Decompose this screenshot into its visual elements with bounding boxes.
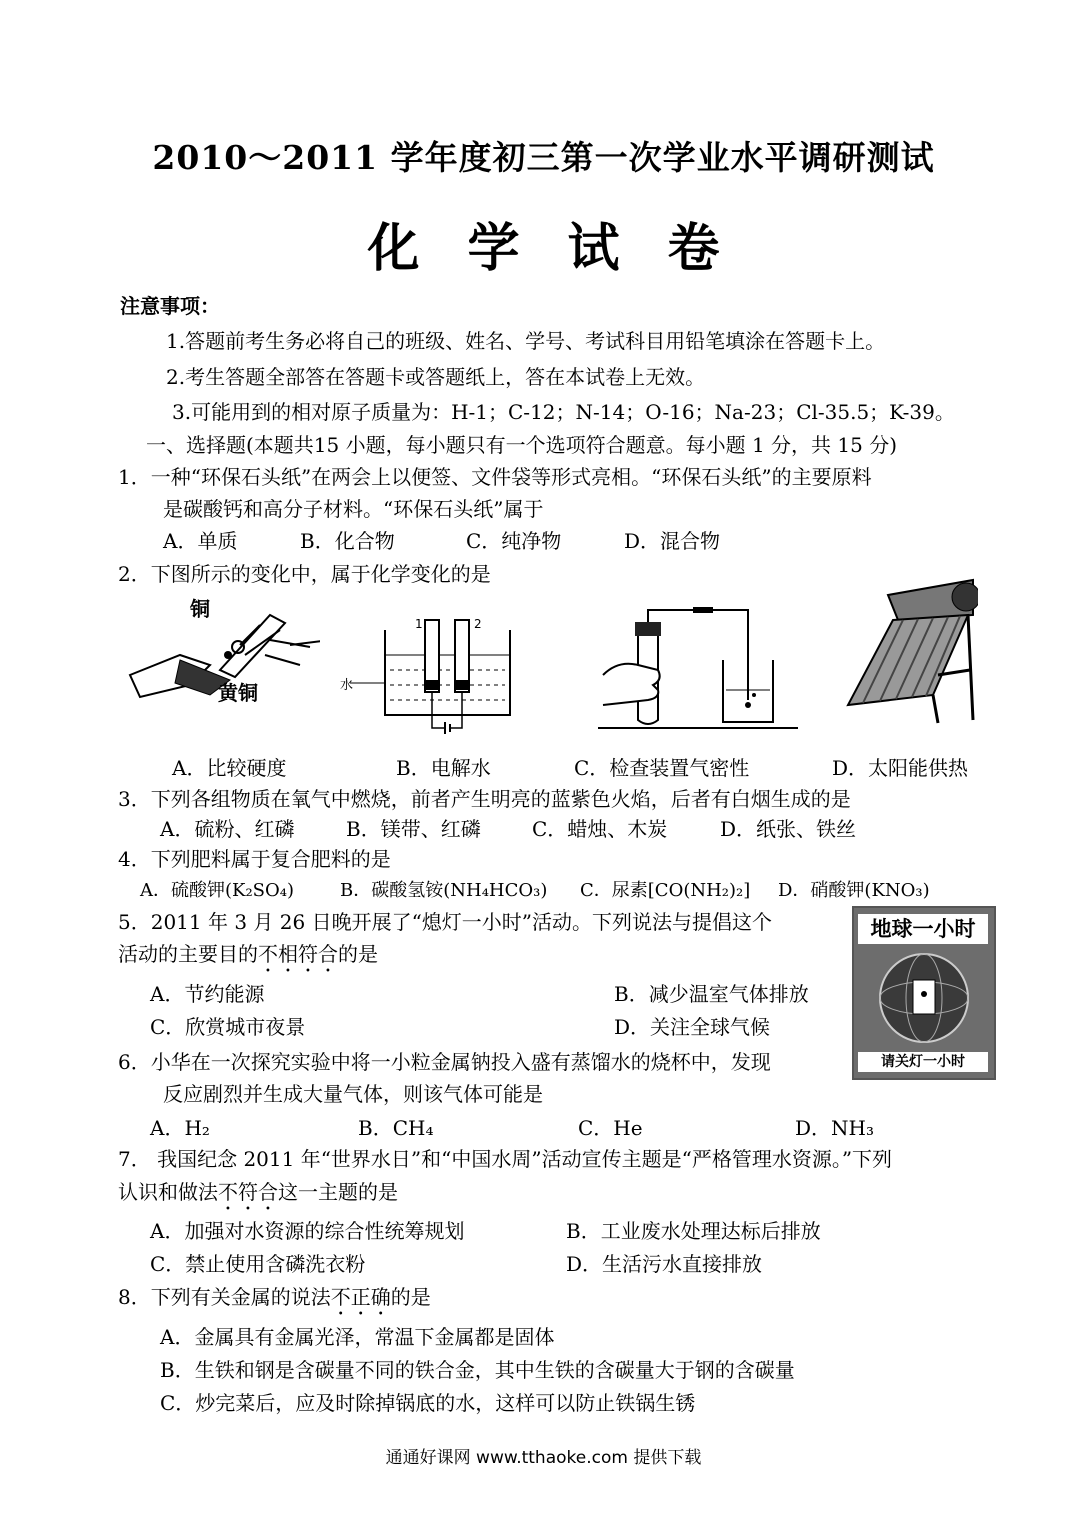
q4-option-b: B．碳酸氢铵(NH₄HCO₃)	[340, 880, 548, 901]
earth-hour-poster	[852, 906, 996, 1080]
label-copper: 铜	[190, 597, 210, 621]
q3-option-c: C．蜡烛、木炭	[532, 817, 668, 841]
q4-option-d: D．硝酸钾(KNO₃)	[778, 880, 930, 901]
q6-option-d: D．NH₃	[795, 1116, 874, 1140]
figure-solar-heater	[838, 575, 978, 725]
question-7-line-2: 认识和做法不符合这一主题的是	[118, 1180, 398, 1204]
tube-1-label: 1	[415, 617, 423, 631]
q5-option-a: A．节约能源	[150, 982, 265, 1006]
q6-option-b: B．CH₄	[358, 1116, 434, 1140]
question-2-stem: 2．下图所示的变化中，属于化学变化的是	[118, 562, 491, 586]
question-5-line-2: 活动的主要目的不相符合的是	[118, 942, 378, 966]
tube-2-label: 2	[474, 617, 482, 631]
q3-option-d: D．纸张、铁丝	[720, 817, 857, 841]
question-6-line-1: 6．小华在一次探究实验中将一小粒金属钠投入盛有蒸馏水的烧杯中，发现	[118, 1050, 771, 1074]
figure-airtightness	[598, 600, 798, 730]
q1-option-b: B．化合物	[300, 529, 395, 553]
q6-option-c: C．He	[578, 1116, 643, 1140]
q3-option-a: A．硫粉、红磷	[160, 817, 295, 841]
q7-option-c: C．禁止使用含磷洗衣粉	[150, 1252, 366, 1276]
poster-slogan: 请关灯一小时	[858, 1052, 988, 1072]
q7-option-d: D．生活污水直接排放	[566, 1252, 763, 1276]
question-3-stem: 3．下列各组物质在氧气中燃烧，前者产生明亮的蓝紫色火焰，后者有白烟生成的是	[118, 787, 851, 811]
q8-option-c: C．炒完菜后，应及时除掉锅底的水，这样可以防止铁锅生锈	[160, 1391, 696, 1415]
exam-title: 2010～2011 学年度初三第一次学业水平调研测试	[152, 138, 935, 177]
notice-item-2: 2.考生答题全部答在答题卡或答题纸上，答在本试卷上无效。	[166, 365, 706, 389]
q1-option-c: C．纯净物	[466, 529, 562, 553]
q7-option-b: B．工业废水处理达标后排放	[566, 1219, 821, 1243]
q1-option-a: A．单质	[163, 529, 238, 553]
q1-option-d: D．混合物	[624, 529, 721, 553]
question-6-line-2: 反应剧烈并生成大量气体，则该气体可能是	[163, 1082, 543, 1106]
q2-option-c: C．检查装置气密性	[574, 756, 750, 780]
notice-heading: 注意事项：	[120, 294, 220, 318]
question-4-stem: 4．下列肥料属于复合肥料的是	[118, 847, 391, 871]
q6-option-a: A．H₂	[150, 1116, 210, 1140]
footer-credit: 通通好课网 www.tthaoke.com 提供下载	[385, 1448, 702, 1468]
poster-title: 地球一小时	[858, 914, 988, 944]
emphasis-not-consistent: 不相符合	[258, 942, 338, 966]
q4-option-c: C．尿素[CO(NH₂)₂]	[580, 880, 751, 901]
q7-option-a: A．加强对水资源的综合性统筹规划	[150, 1219, 465, 1243]
question-1-line-1: 1．一种“环保石头纸”在两会上以便签、文件袋等形式亮相。“环保石头纸”的主要原料	[118, 465, 872, 489]
figure-electrolysis	[340, 610, 530, 740]
q2-option-a: A．比较硬度	[172, 756, 287, 780]
label-brass: 黄铜	[218, 681, 258, 705]
q8-option-a: A．金属具有金属光泽，常温下金属都是固体	[160, 1325, 555, 1349]
q5-option-b: B．减少温室气体排放	[614, 982, 809, 1006]
q8-option-b: B．生铁和钢是含碳量不同的铁合金，其中生铁的含碳量大于钢的含碳量	[160, 1358, 795, 1382]
question-7-line-1: 7． 我国纪念 2011 年“世界水日”和“中国水周”活动宣传主题是“严格管理水资源。”下列	[118, 1147, 893, 1171]
notice-item-1: 1.答题前考生务必将自己的班级、姓名、学号、考试科目用铅笔填涂在答题卡上。	[166, 329, 886, 353]
q2-option-d: D．太阳能供热	[832, 756, 969, 780]
section-heading: 一、选择题(本题共15 小题，每小题只有一个选项符合题意。每小题 1 分，共 15 分)	[146, 433, 898, 457]
q5-option-c: C．欣赏城市夜景	[150, 1015, 306, 1039]
notice-item-3: 3.可能用到的相对原子质量为：H-1；C-12；N-14；O-16；Na-23；Cl-35.5；K-39。	[172, 400, 955, 424]
emphasis-incorrect: 不正确	[330, 1285, 391, 1309]
q4-option-a: A．硫酸钾(K₂SO₄)	[140, 880, 295, 901]
globe-icon	[869, 950, 979, 1045]
emphasis-not-conform: 不符合	[218, 1180, 278, 1204]
question-5-line-1: 5．2011 年 3 月 26 日晚开展了“熄灯一小时”活动。下列说法与提倡这个	[118, 910, 773, 934]
q3-option-b: B．镁带、红磷	[346, 817, 481, 841]
subject-title: 化学试卷	[367, 218, 768, 279]
q2-option-b: B．电解水	[396, 756, 491, 780]
q5-option-d: D．关注全球气候	[614, 1015, 771, 1039]
question-1-line-2: 是碳酸钙和高分子材料。“环保石头纸”属于	[163, 497, 544, 521]
question-8-stem: 8．下列有关金属的说法不正确的是	[118, 1285, 431, 1309]
label-water: 水	[340, 678, 354, 693]
